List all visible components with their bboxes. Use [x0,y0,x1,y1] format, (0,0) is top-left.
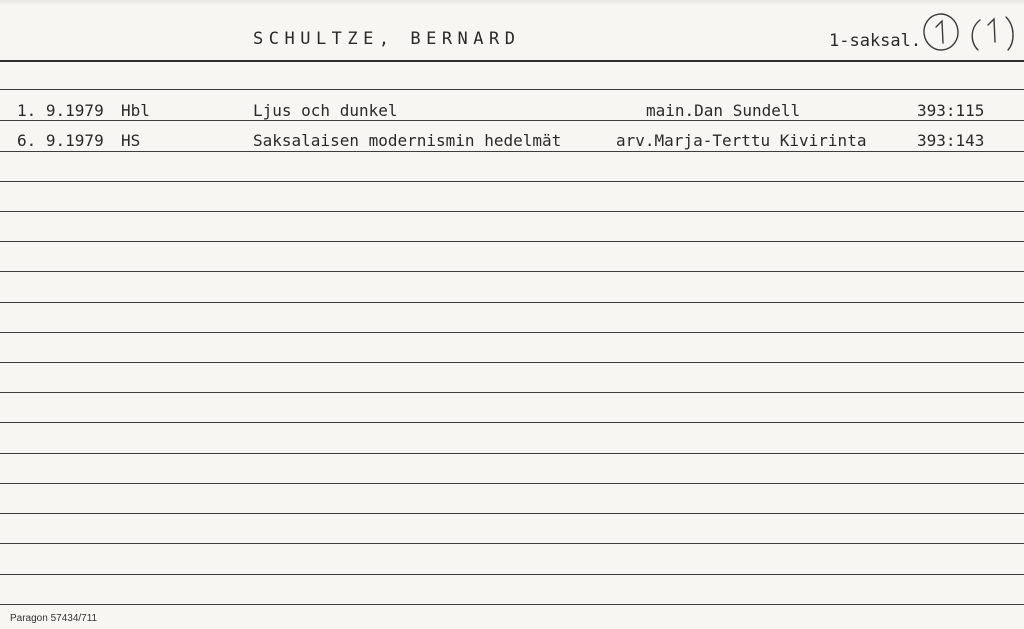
ruled-line [0,543,1024,544]
ruled-line [0,392,1024,393]
ruled-line [0,211,1024,212]
entry-title: Ljus och dunkel [253,101,398,120]
handwritten-digit-one-second [988,19,995,42]
entry-date: 1. 9.1979 [17,101,104,120]
entry-source: Hbl [121,101,150,120]
ruled-line [0,241,1024,242]
ruled-line [0,120,1024,121]
ruled-line [0,271,1024,272]
ruled-line [0,453,1024,454]
ruled-line [0,181,1024,182]
entry-date: 6. 9.1979 [17,131,104,150]
ruled-line [0,89,1024,90]
ruled-line [0,483,1024,484]
handwritten-circle-mark [922,12,961,52]
ruled-line [0,332,1024,333]
ruled-line [0,574,1024,575]
entry-author: arv.Marja-Terttu Kivirinta [616,131,867,150]
handwritten-digit-one [936,21,943,43]
ruled-line [0,362,1024,363]
entry-reference: 393:115 [917,101,985,120]
entry-source: HS [121,131,141,150]
ruled-line [0,604,1024,605]
ruled-line [0,422,1024,423]
entry-title: Saksalaisen modernismin hedelmät [253,131,562,150]
handwritten-paren-left [972,20,980,50]
entry-reference: 393:143 [917,131,985,150]
ruled-line [0,151,1024,152]
header-rule [0,60,1024,62]
card-footer-print: Paragon 57434/711 [10,613,98,624]
card-heading-name: SCHULTZE, BERNARD [253,29,521,49]
card-classification: 1-saksal. [829,31,922,51]
ruled-line [0,513,1024,514]
ruled-line [0,302,1024,303]
card-top-edge [0,0,1024,6]
entry-author: main.Dan Sundell [646,101,801,120]
handwritten-paren-right [1006,17,1013,50]
